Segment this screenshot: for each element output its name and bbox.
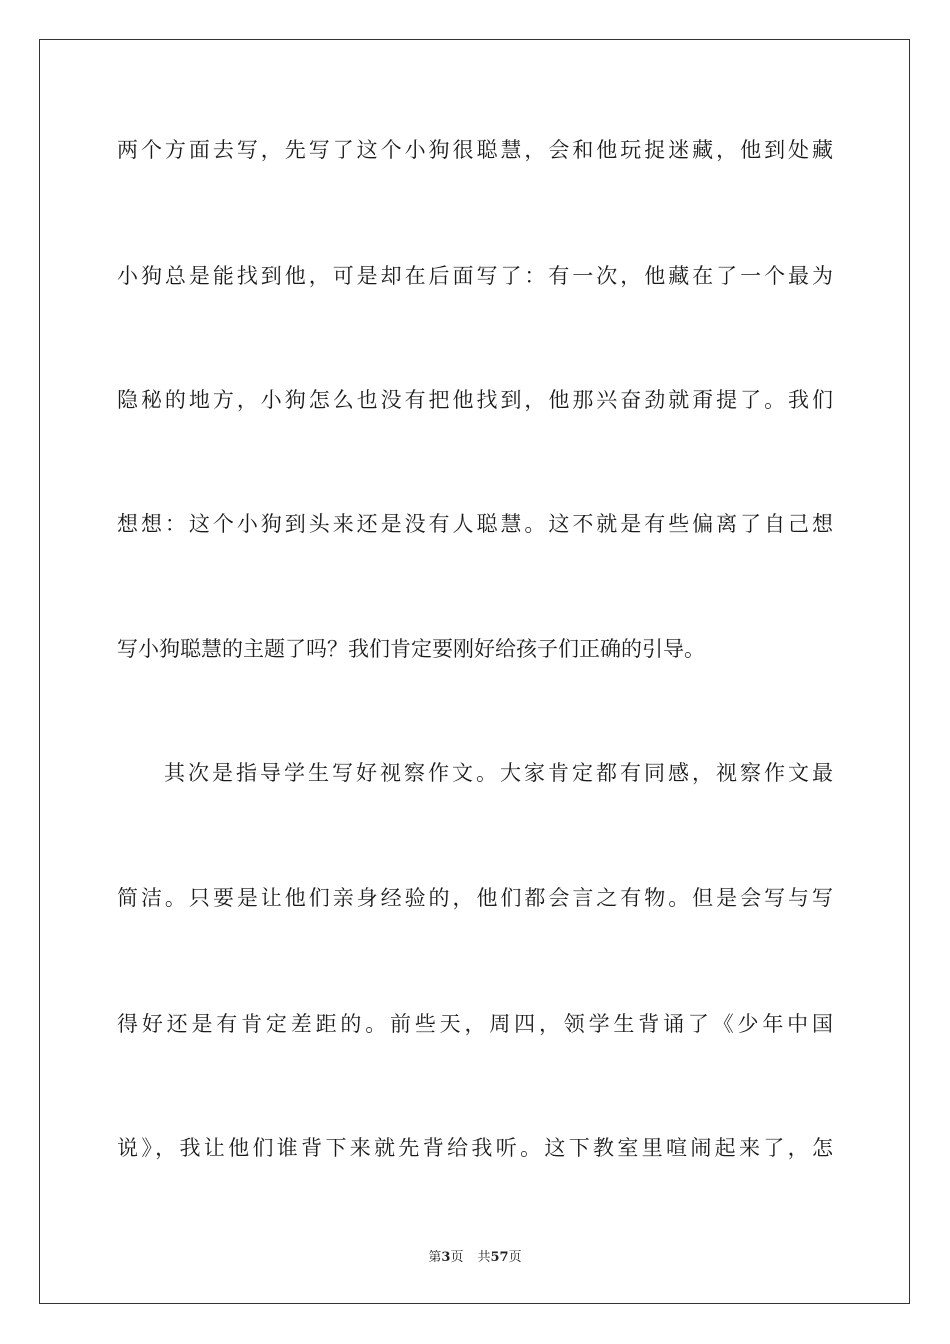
footer-page-number: 3 [441,1250,451,1265]
footer-total-prefix: 共 [477,1250,491,1265]
text-line-2: 小狗总是能找到他，可是却在后面写了：有一次，他藏在了一个最为 [117,264,833,288]
footer-page-prefix: 第 [428,1250,442,1265]
footer-total-pages: 57 [490,1250,509,1265]
footer-page-suffix: 页 [450,1250,464,1265]
text-line-7: 简洁。只要是让他们亲身经验的，他们都会言之有物。但是会写与写 [117,886,833,910]
page-footer [0,1250,950,1266]
text-line-8: 得好还是有肯定差距的。前些天，周四，领学生背诵了《少年中国 [117,1012,833,1036]
text-line-3: 隐秘的地方，小狗怎么也没有把他找到，他那兴奋劲就甭提了。我们 [117,388,833,412]
text-line-5: 写小狗聪慧的主题了吗？我们肯定要刚好给孩子们正确的引导。 [117,637,705,661]
footer-total-suffix: 页 [508,1250,522,1265]
text-line-4: 想想：这个小狗到头来还是没有人聪慧。这不就是有些偏离了自己想 [117,512,833,536]
text-line-6: 其次是指导学生写好视察作文。大家肯定都有同感，视察作文最 [164,761,833,785]
text-line-1: 两个方面去写，先写了这个小狗很聪慧，会和他玩捉迷藏，他到处藏 [117,138,833,162]
page-border [39,39,910,1304]
text-line-9: 说》，我让他们谁背下来就先背给我听。这下教室里喧闹起来了，怎 [117,1136,833,1160]
